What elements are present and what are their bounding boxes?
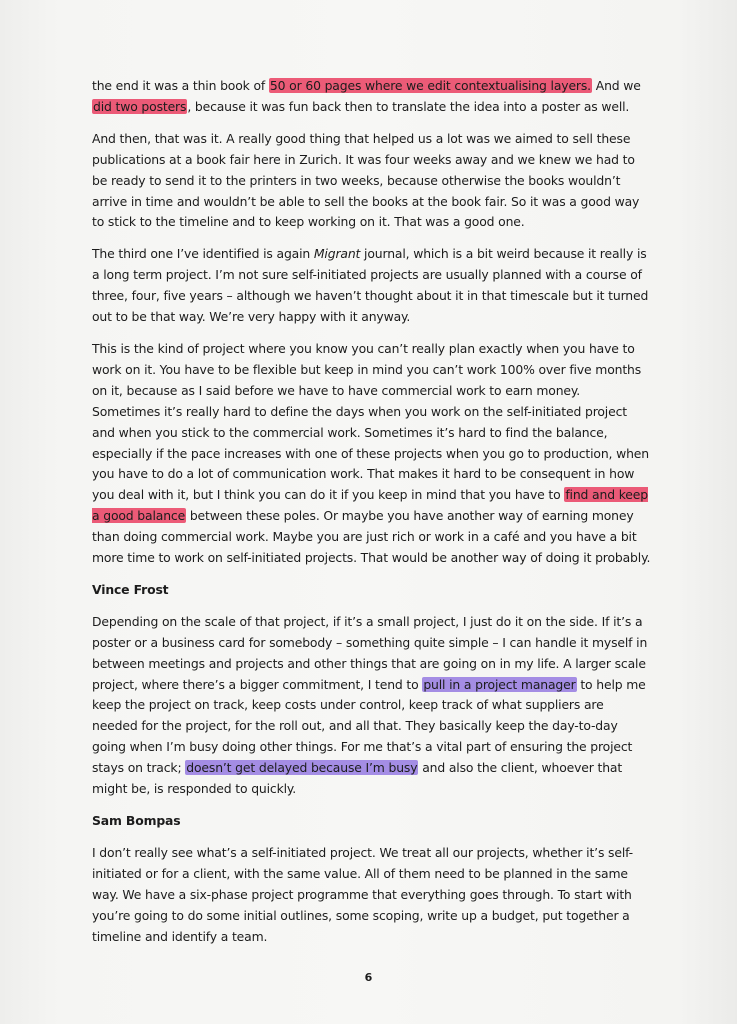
text-run: the end it was a thin book of <box>92 78 269 93</box>
speaker-heading: Vince Frost <box>92 581 169 597</box>
page-number: 6 <box>364 971 373 984</box>
paragraph-3 <box>92 244 652 328</box>
paragraph-6: I don’t really see what’s a self-initiated project. We treat all our projects, whether it’s self-initiated or for a client, with the same value. All of them need to be planned in the same way. We have a six-phase project programme that everything goes through. To start with you’re going to do some initial outlines, some scoping, write up a budget, put together a timeline and identify a team. <box>92 844 633 944</box>
text-run: to help me keep the project on track, keep costs under control, keep track of what suppliers are needed for the project, for the roll out, and all that. They basically keep the day-to-day going when I’m busy doing other things. For me that’s a vital part of ensuring the project stays on track; <box>92 676 646 776</box>
highlight-purple: pull in a project manager <box>423 676 576 692</box>
text-run: This is the kind of project where you know you can’t really plan exactly when you have to work on it. You have to be flexible but keep in mind you can’t work 100% over five months on it, because as I said before we have to have commercial work to earn money. Sometimes it’s really hard to define the days when you work on the self-initiated project and when you stick to the commercial work. Sometimes it’s hard to find the balance, especially if the pace increases with one of these projects when you go to production, when you have to do a lot of communication work. That makes it hard to be consequent in how you deal with it, but I think you can do it if you keep in mind that you have to <box>92 340 649 503</box>
text-run: The third one I’ve identified is again <box>92 246 314 262</box>
speaker-heading: Sam Bompas <box>92 813 181 828</box>
paragraph-1 <box>92 76 652 118</box>
highlight-red: did two posters <box>93 98 187 114</box>
text-run: and also the client, whoever that might be, is responded to quickly. <box>92 760 623 797</box>
paragraph-5 <box>92 612 652 800</box>
paragraph-4 <box>92 339 652 569</box>
text-run: Depending on the scale of that project, if it’s a small project, I just do it on the side. If it’s a poster or a business card for somebody – something quite simple – I can handle it myself in between meetings and projects and other things that are going on in my life. A larger scale project, where there’s a bigger commitment, I tend to <box>92 613 648 692</box>
highlight-red: find and keep a good balance <box>92 487 648 524</box>
text-run: journal, which is a bit weird because it really is a long term project. I’m not sure self-initiated projects are usually planned with a course of three, four, five years – although we haven’t thought about it in that timescale but it turned out to be that way. We’re very happy with it anyway. <box>92 246 649 325</box>
paragraph-2: And then, that was it. A really good thing that helped us a lot was we aimed to sell these publications at a book fair here in Zurich. It was four weeks away and we knew we had to be ready to send it to the printers in two weeks, because otherwise the books wouldn’t arrive in time and wouldn’t be able to sell the books at the book fair. So it was a good way to stick to the timeline and to keep working on it. That was a good one. <box>92 130 640 230</box>
text-run: between these poles. Or maybe you have another way of earning money than doing commercial work. Maybe you are just rich or work in a café and you have a bit more time to work on self-initiated projects. That would be another way of doing it probably. <box>92 508 651 566</box>
highlight-red: 50 or 60 pages where we edit contextualising layers. <box>269 78 591 93</box>
highlight-purple: doesn’t get delayed because I’m busy <box>186 760 418 776</box>
journal-title: Migrant <box>313 246 361 262</box>
text-run: And we <box>591 78 641 93</box>
text-run: , because it was fun back then to translate the idea into a poster as well. <box>187 98 630 114</box>
body-text <box>92 76 652 958</box>
